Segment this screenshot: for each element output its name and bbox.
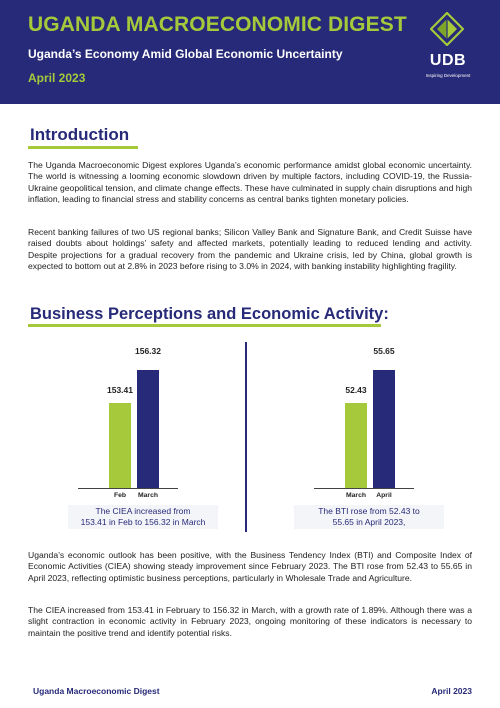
footer-date: April 2023 (431, 686, 472, 696)
value-label-ciea-march: 156.32 (135, 346, 161, 356)
ciea-chart (28, 336, 231, 534)
bar-ciea-march (137, 370, 159, 488)
logo-wordmark: UDB (429, 52, 467, 69)
value-label-bti-march: 52.43 (345, 385, 367, 395)
introduction-underline (28, 146, 138, 149)
digest-title: UGANDA MACROECONOMIC DIGEST (28, 13, 407, 36)
business-paragraph-2: The CIEA increased from 153.41 in February to 156.32 in March, with a growth rate of 1.89%. Although there was a slight contraction in economic activity in February 2023, ongoing monitoring of these indicators is necessary to maintain the positive trend and identify potential risks. (28, 605, 472, 638)
digest-subtitle: Uganda’s Economy Amid Global Economic Uncertainty (28, 47, 343, 61)
header-banner (0, 0, 500, 104)
digest-date: April 2023 (28, 71, 86, 85)
page-footer (0, 683, 500, 708)
business-paragraph-1: Uganda’s economic outlook has been positive, with the Business Tendency Index (BTI) and Composite Index of Economic Activities (CIEA) showing steady improvement since February 2023. The BTI rose from 52.43 to 55.65 in April 2023, reflecting optimistic business perceptions, particularly in Wholesale Trade and Agriculture. (28, 550, 472, 583)
chart-divider (245, 342, 247, 532)
bti-caption-line-1: The BTI rose from 52.43 to (318, 506, 420, 516)
category-label-april: April (376, 492, 392, 499)
category-label-march: March (345, 492, 367, 499)
ciea-caption (48, 506, 238, 527)
bar-bti-april (373, 370, 395, 488)
value-label-ciea-feb: 153.41 (107, 385, 133, 395)
bti-caption-line-2: 55.65 in April 2023, (332, 516, 406, 527)
intro-paragraph-1: The Uganda Macroeconomic Digest explores Uganda’s economic performance amidst global economic uncertainty. The world is witnessing a looming economic slowdown driven by multiple factors, including COVID-19, the Russia-Ukraine geopolitical tension, and climate change effects. These have culminated in supply chain disruptions and high inflation, leading to financial stress and stability concerns as central banks tighten monetary policies. (28, 160, 472, 204)
logo-tagline: Inspiring Development (425, 73, 471, 78)
udb-logo-icon (430, 12, 464, 46)
chart-baseline (314, 488, 414, 489)
bti-caption (274, 506, 464, 527)
chart-baseline (78, 488, 178, 489)
intro-paragraph-2: Recent banking failures of two US regional banks; Silicon Valley Bank and Signature Bank, and Credit Suisse have raised doubts about holdings’ safety and affected markets, potentially leading to reduced lending and activity. Despite projections for a gradual recovery from the pandemic and Ukraine crisis, led by China, global growth is expected to bottom out at 2.8% in 2023 before rising to 3.0% in 2024, with banking instability highlighting fragility. (28, 227, 472, 271)
bti-chart (264, 336, 467, 534)
business-underline (28, 324, 381, 327)
ciea-caption-line-2: 153.41 in Feb to 156.32 in March (80, 516, 206, 527)
udb-logo (418, 12, 478, 86)
introduction-heading: Introduction (30, 125, 130, 144)
business-heading: Business Perceptions and Economic Activity: (30, 305, 389, 323)
bar-ciea-feb (109, 403, 131, 488)
bar-bti-march (345, 403, 367, 488)
category-label-march: March (137, 492, 159, 499)
category-label-feb: Feb (113, 492, 127, 499)
value-label-bti-april: 55.65 (373, 346, 395, 356)
ciea-caption-line-1: The CIEA increased from (95, 506, 191, 516)
footer-title: Uganda Macroeconomic Digest (33, 686, 160, 696)
